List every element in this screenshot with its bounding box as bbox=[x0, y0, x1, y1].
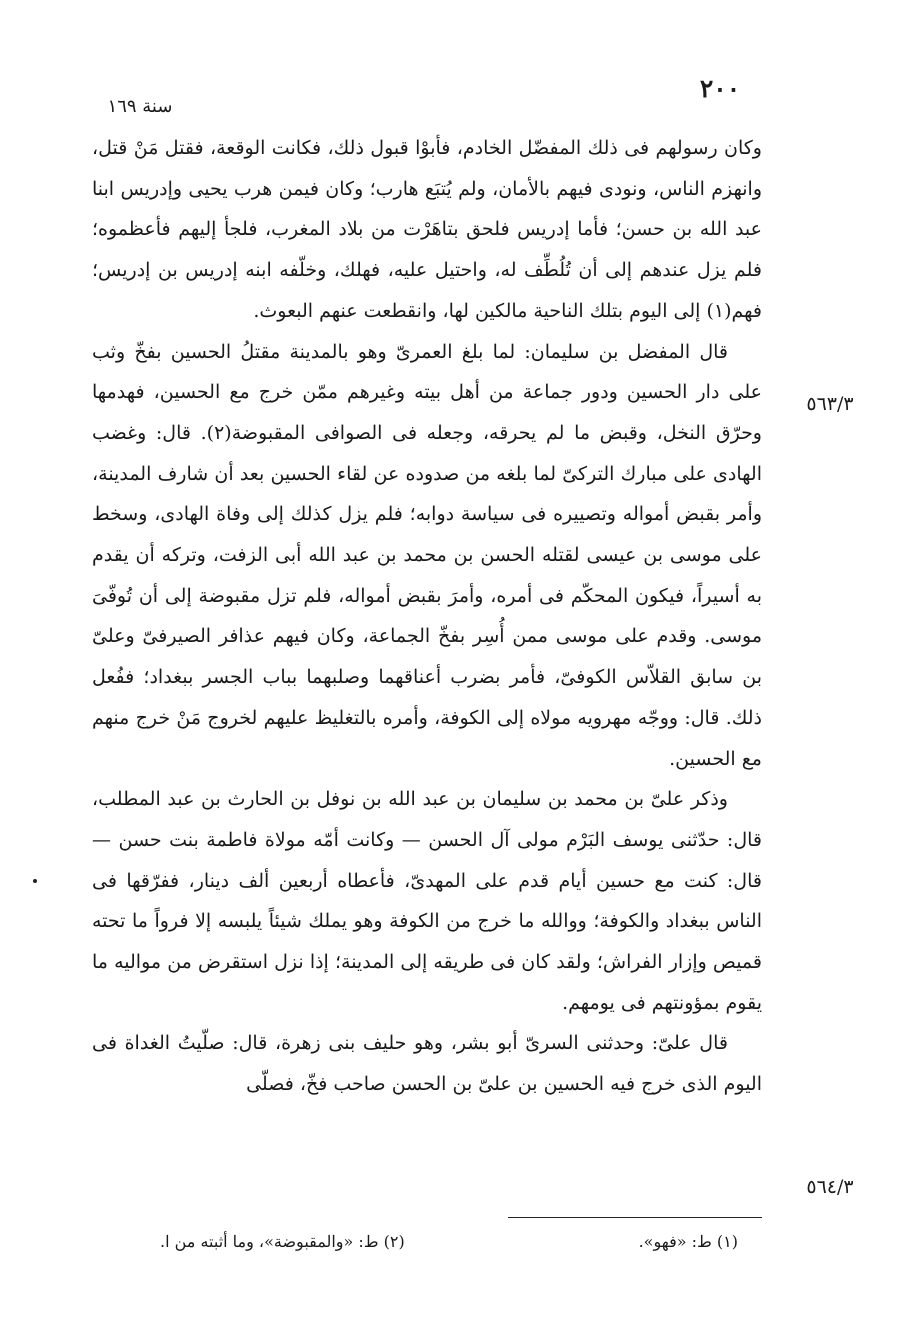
paragraph: وكان رسولهم فى ذلك المفضّل الخادم، فأبوْا قبول ذلك، فكانت الوقعة، فقتل مَنْ قتل، وانهزم الناس، ونودى فيهم بالأمان، ولم يُتبَع هارب؛ وكان فيمن هرب يحيى وإدريس ابنا عبد الله بن حسن؛ فأما إدريس فلحق بتاهَرْت من بلاد المغرب، فلجأ إليهم فأعظموه؛ فلم يزل عندهم إلى أن تُلُطِّف له، واحتيل عليه، فهلك، وخلّفه ابنه إدريس بن إدريس؛ فهم(١) إلى اليوم بتلك الناحية مالكين لها، وانقطعت عنهم البعوث. bbox=[92, 137, 762, 322]
ink-speck bbox=[33, 879, 37, 883]
paragraph: قال المفضل بن سليمان: لما بلغ العمرىّ وهو بالمدينة مقتلُ الحسين بفخّ وثب على دار الحسين ودور جماعة من أهل بيته وغيرهم ممّن خرج مع الحسين، فهدمها وحرّق النخل، وقبض ما لم يحرقه، وجعله فى الصوافى المقبوضة(٢). قال: وغضب الهادى على مبارك التركىّ لما بلغه من صدوده عن لقاء الحسين بعد أن شارف المدينة، وأمر بقبض أمواله وتصييره فى سياسة دوابه؛ فلم يزل كذلك إلى وفاة الهادى، وسخط على موسى بن عيسى لقتله الحسن بن محمد بن عبد الله أبى الزفت، وتركه أن يقدم به أسيراً، فيكون المحكّم فى أمره، وأمرَ بقبض أمواله، فلم تزل مقبوضة إلى أن تُوفّىَ موسى. وقدم على موسى ممن أُسِر بفخّ الجماعة، وكان فيهم عذافر الصيرفىّ وعلىّ بن سابق القلاّس الكوفىّ، فأمر بضرب أعناقهما وصلبهما بباب الجسر ببغداد؛ ففُعل ذلك. قال: ووجّه مهرويه مولاه إلى الكوفة، وأمره بالتغليظ عليهم لخروج مَنْ خرج منهم مع الحسين. bbox=[92, 340, 762, 770]
page-number: ٢٠٠ bbox=[699, 74, 741, 103]
main-text bbox=[92, 128, 762, 1105]
margin-reference-marker: ٥٦٤/٣ bbox=[806, 1176, 854, 1198]
footnote: (١) ط: «فهو». bbox=[638, 1232, 738, 1251]
paragraph: قال علىّ: وحدثنى السرىّ أبو بشر، وهو حليف بنى زهرة، قال: صلّيتُ الغداة فى اليوم الذى خرج فيه الحسين بن علىّ بن الحسن صاحب فخّ، فصلّى bbox=[92, 1032, 762, 1096]
paragraph: وذكر علىّ بن محمد بن سليمان بن عبد الله بن نوفل بن الحارث بن عبد المطلب، قال: حدّثنى يوسف البَرْم مولى آل الحسن — وكانت أمّه مولاة فاطمة بنت حسن — قال: كنت مع حسين أيام قدم على المهدىّ، فأعطاه أربعين ألف دينار، ففرّقها فى الناس ببغداد والكوفة؛ ووالله ما خرج من الكوفة وهو يملك شيئاً يلبسه إلا فرواً ما تحته قميص وإزار الفراش؛ ولقد كان فى طريقه إلى المدينة؛ إذا نزل استقرض من مواليه ما يقوم بمؤونتهم فى يومهم. bbox=[92, 788, 762, 1014]
year-heading: سنة ١٦٩ bbox=[107, 96, 173, 117]
footnote: (٢) ط: «والمقبوضة»، وما أثبته من ا. bbox=[160, 1232, 405, 1251]
footnotes bbox=[160, 1232, 738, 1251]
footnote-divider bbox=[508, 1217, 762, 1218]
margin-reference-marker: ٥٦٣/٣ bbox=[806, 393, 854, 415]
